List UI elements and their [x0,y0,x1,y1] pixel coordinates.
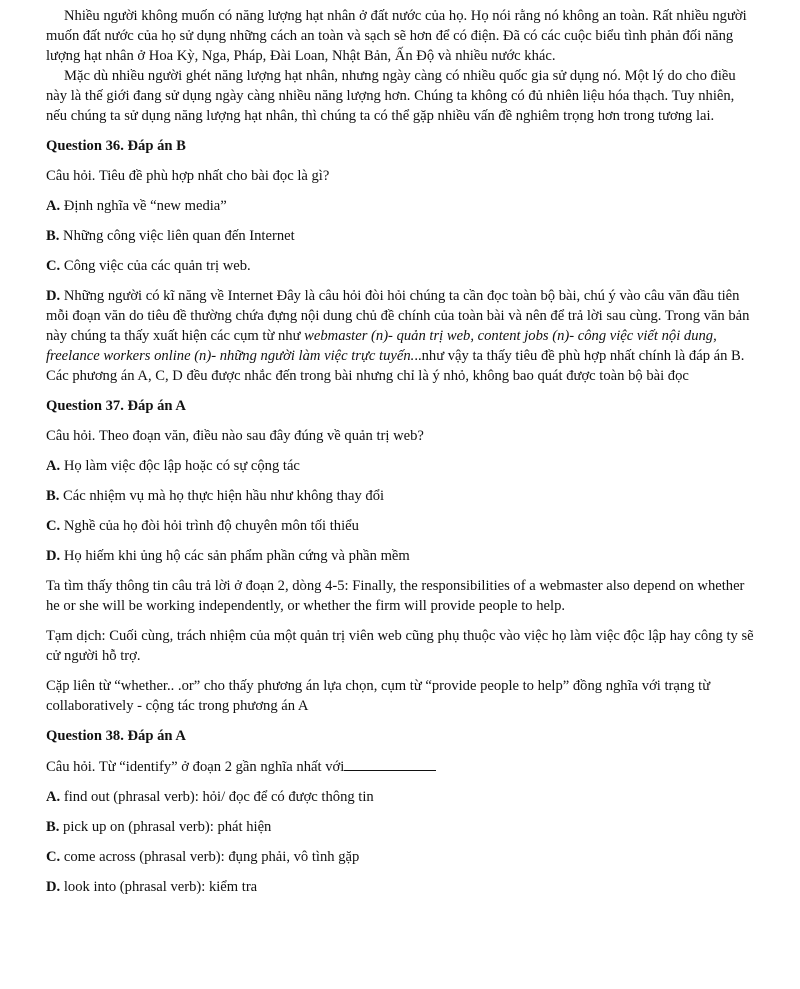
option-text-continued: ..như vậy ta thấy tiêu đề phù hợp nhất chính là đáp án B. Các phương án A, C, D đều được nhắc đến trong bài nhưng chỉ là ý nhỏ, không bao quát được toàn bộ bài đọc [46,348,745,384]
option-letter: A. [46,198,61,214]
question-36-text: Câu hỏi. Tiêu đề phù hợp nhất cho bài đọc là gì? [46,168,330,184]
question-38-option-a [46,787,754,807]
option-letter: B. [46,228,60,244]
question-36-option-d [46,286,754,386]
question-36-option-c [46,256,754,276]
question-37-text: Câu hỏi. Theo đoạn văn, điều nào sau đây đúng về quản trị web? [46,428,424,444]
answer-blank [344,756,436,771]
option-letter: C. [46,518,61,534]
question-38-option-c [46,847,754,867]
option-text: Định nghĩa về “new media” [60,198,227,214]
question-36-option-a [46,196,754,216]
option-letter: B. [46,819,60,835]
option-letter: D. [46,879,61,895]
question-38-option-d [46,877,754,897]
question-38-heading: Question 38. Đáp án A [46,728,186,744]
question-37-explanation: Cặp liên từ “whether.. .or” cho thấy phương án lựa chọn, cụm từ “provide people to help” đồng nghĩa với trạng từ collaboratively - cộng tác trong phương án A [46,678,711,714]
option-letter: B. [46,488,60,504]
option-text: Các nhiệm vụ mà họ thực hiện hầu như không thay đổi [59,488,385,504]
question-37-option-a [46,456,754,476]
option-letter: A. [46,789,61,805]
option-letter: C. [46,849,61,865]
question-38-option-b [46,817,754,837]
question-37-option-d [46,546,754,566]
option-text: come across (phrasal verb): đụng phải, vô tình gặp [60,849,360,865]
question-38-prompt: Câu hỏi. Từ “identify” ở đoạn 2 gần nghĩa nhất với [46,759,345,775]
option-letter: D. [46,288,61,304]
option-letter: A. [46,458,61,474]
option-text: look into (phrasal verb): kiểm tra [60,879,258,895]
question-37-heading: Question 37. Đáp án A [46,398,186,414]
option-letter: D. [46,548,61,564]
option-italic-text: webmaster (n)- quản trị web, content jobs (n)- công việc viết nội dung, freelance workers online (n)- những người làm việc trực tuyến. [46,328,717,364]
passage-paragraph-1: Nhiều người không muốn có năng lượng hạt nhân ở đất nước của họ. Họ nói rằng nó không an toàn. Rất nhiều người muốn đất nước của họ sử dụng những cách an toàn và sạch sẽ hơn để có điện. Đã có các cuộc biểu tình phản đối năng lượng hạt nhân ở Hoa Kỳ, Nga, Pháp, Đài Loan, Nhật Bản, Ấn Độ và nhiều nước khác. [46,8,747,64]
option-text: pick up on (phrasal verb): phát hiện [59,819,272,835]
passage-paragraph-2: Mặc dù nhiều người ghét năng lượng hạt nhân, nhưng ngày càng có nhiều quốc gia sử dụng nó. Một lý do cho điều này là thế giới đang sử dụng ngày càng nhiều năng lượng hơn. Chúng ta không có đủ nhiên liệu hóa thạch. Tuy nhiên, nếu chúng ta sử dụng năng lượng hạt nhân, thì chúng ta có thể gặp nhiều vấn đề nghiêm trọng hơn trong tương lai. [46,68,736,124]
option-text: Những công việc liên quan đến Internet [59,228,295,244]
option-text: Họ hiếm khi ủng hộ các sản phẩm phần cứng và phần mềm [60,548,410,564]
option-text: Công việc của các quản trị web. [60,258,251,274]
question-36-heading: Question 36. Đáp án B [46,138,186,154]
question-37-evidence: Ta tìm thấy thông tin câu trả lời ở đoạn 2, dòng 4-5: Finally, the responsibilities of a webmaster also depend on whether he or she will be working independently, or whether the firm will provide people to help. [46,578,745,614]
option-letter: C. [46,258,61,274]
option-text: Những người có kĩ năng về Internet Đây là câu hỏi đòi hỏi chúng ta cần đọc toàn bộ bài, chú ý vào câu văn đầu tiên mỗi đoạn văn do tiêu đề thường chứa đựng nội dung chủ đề chính của toàn bài và nên để trả lời sau cùng. Trong văn bản này chúng ta thấy xuất hiện các cụm từ như [46,288,750,344]
question-38-text [46,756,754,777]
option-text: Nghề của họ đòi hỏi trình độ chuyên môn tối thiểu [60,518,359,534]
question-37-option-b [46,486,754,506]
question-36-option-b [46,226,754,246]
question-37-option-c [46,516,754,536]
option-text: find out (phrasal verb): hỏi/ đọc để có được thông tin [60,789,374,805]
question-37-translation: Tạm dịch: Cuối cùng, trách nhiệm của một quản trị viên web cũng phụ thuộc vào việc họ làm việc độc lập hay công ty sẽ cử người hỗ trợ. [46,628,754,664]
option-text: Họ làm việc độc lập hoặc có sự cộng tác [60,458,300,474]
